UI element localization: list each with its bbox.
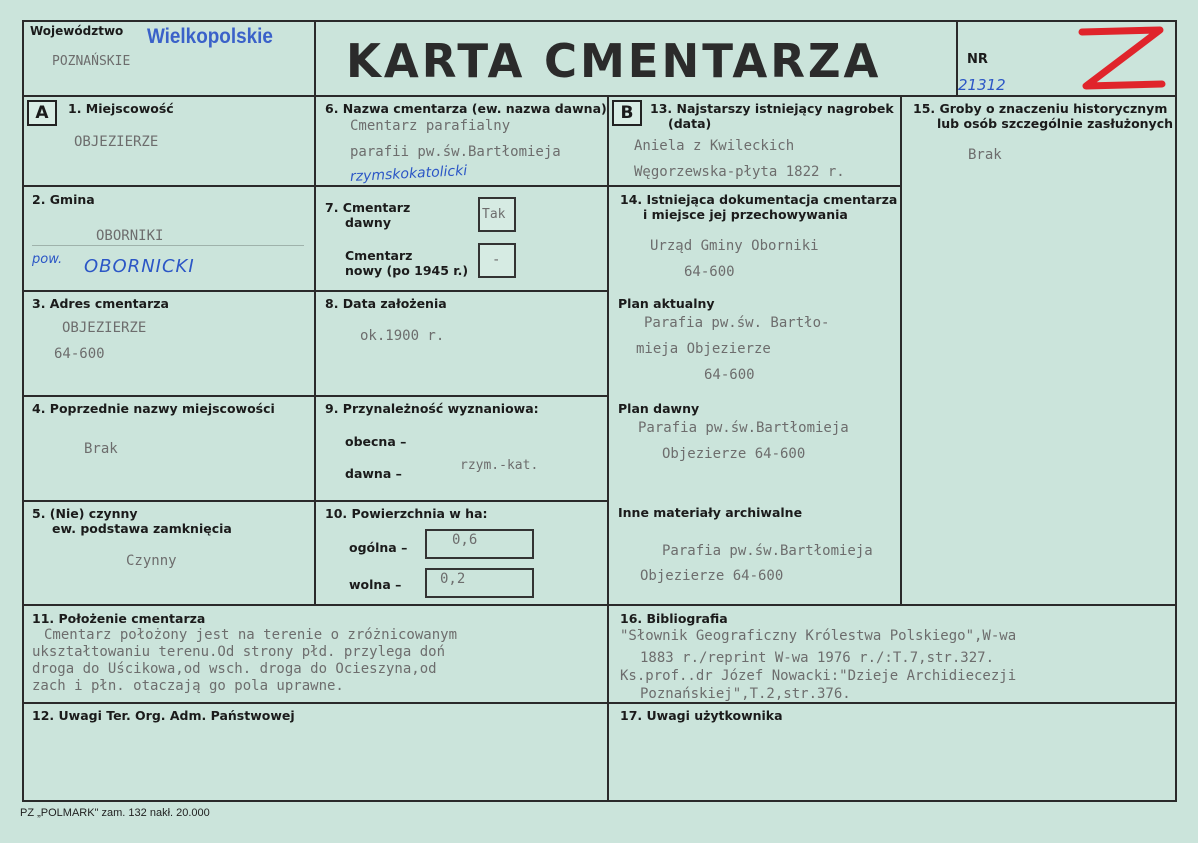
field-14-line2: 64-600 xyxy=(684,264,735,280)
field-10-label: 10. Powierzchnia w ha: xyxy=(325,506,488,521)
field-11-label: 11. Położenie cmentarza xyxy=(32,611,206,626)
lower-section-line xyxy=(22,604,1177,606)
field-15-value: Brak xyxy=(968,147,1002,163)
field-9-obecna-label: obecna – xyxy=(345,434,407,449)
field-16-line-1: "Słownik Geograficzny Królestwa Polskiego",W-wa xyxy=(620,628,1017,644)
field-8-label: 8. Data założenia xyxy=(325,296,447,311)
field-15-label-2: lub osób szczególnie zasłużonych xyxy=(937,116,1174,131)
col-line-2 xyxy=(607,95,609,802)
field-12-label: 12. Uwagi Ter. Org. Adm. Państwowej xyxy=(32,708,295,723)
field-6-line1: Cmentarz parafialny xyxy=(350,118,511,134)
field-13-label-1: 13. Najstarszy istniejący nagrobek xyxy=(650,101,894,116)
row-line-c1 xyxy=(315,185,608,187)
field-2-label: 2. Gmina xyxy=(32,192,95,207)
field-13-line1: Aniela z Kwileckich xyxy=(634,138,795,154)
field-6-handwritten: rzymskokatolicki xyxy=(349,162,468,186)
typed-voivodeship: POZNAŃSKIE xyxy=(52,54,131,69)
field-7-dawny-label-1: 7. Cmentarz xyxy=(325,200,411,215)
field-11-line-2: ukształtowaniu terenu.Od strony płd. przylega doń xyxy=(32,644,446,660)
field-3-label: 3. Adres cmentarza xyxy=(32,296,169,311)
row-line-c2 xyxy=(315,290,608,292)
field-11-line-1: Cmentarz położony jest na terenie o zróżnicowanym xyxy=(44,627,458,643)
field-11-line-3: droga do Uścikowa,od wsch. droga do Ocieszyna,od xyxy=(32,661,437,677)
plan-dawny-line-2: Objezierze 64-600 xyxy=(662,446,806,462)
header-bottom-line xyxy=(22,95,1177,97)
row-line-a2 xyxy=(22,290,315,292)
plan-aktualny-line-3: 64-600 xyxy=(704,367,755,383)
field-5-value: Czynny xyxy=(126,553,177,569)
field-7-nowy-label-1: Cmentarz xyxy=(345,248,413,263)
nr-label: NR xyxy=(967,52,988,67)
field-6-line2: parafii pw.św.Bartłomieja xyxy=(350,144,561,160)
field-13-line2: Węgorzewska-płyta 1822 r. xyxy=(634,164,845,180)
plan-aktualny-line-2: mieja Objezierze xyxy=(636,341,771,357)
row-line-a1 xyxy=(22,185,315,187)
field-2-powiat-value: OBORNICKI xyxy=(84,256,195,277)
inne-materialy-line-2: Objezierze 64-600 xyxy=(640,568,784,584)
plan-dawny-label: Plan dawny xyxy=(618,401,700,416)
field-15-label-1: 15. Groby o znaczeniu historycznym xyxy=(913,101,1168,116)
plan-dawny-line-1: Parafia pw.św.Bartłomieja xyxy=(638,420,849,436)
section-b-badge: B xyxy=(612,100,642,126)
field-14-label-1: 14. Istniejąca dokumentacja cmentarza xyxy=(620,192,898,207)
nr-value: 21312 xyxy=(958,76,1006,94)
row-line-b1 xyxy=(608,185,901,187)
field-2-powiat-prefix: pow. xyxy=(32,252,63,267)
field-9-dawna-label: dawna – xyxy=(345,466,402,481)
field-11-line-4: zach i płn. otaczają go pola uprawne. xyxy=(32,678,344,694)
row-line-a3 xyxy=(22,395,315,397)
wojewodztwo-label: Województwo xyxy=(30,24,124,38)
field-7-nowy-value: - xyxy=(492,252,501,268)
field-6-label: 6. Nazwa cmentarza (ew. nazwa dawna) xyxy=(325,101,607,116)
field-10-wolna-value: 0,2 xyxy=(440,571,466,587)
voivodeship-stamp: Wielkopolskie xyxy=(147,25,273,48)
field-5-label-1: 5. (Nie) czynny xyxy=(32,506,138,521)
red-z-mark xyxy=(1076,24,1166,94)
field-10-ogolna-label: ogólna – xyxy=(349,540,408,555)
field-14-line1: Urząd Gminy Oborniki xyxy=(650,238,819,254)
remarks-line xyxy=(22,702,1177,704)
field-4-value: Brak xyxy=(84,441,118,457)
field-9-label: 9. Przynależność wyznaniowa: xyxy=(325,401,539,416)
inne-materialy-label: Inne materiały archiwalne xyxy=(618,505,803,520)
field-4-label: 4. Poprzednie nazwy miejscowości xyxy=(32,401,275,416)
field-8-value: ok.1900 r. xyxy=(360,328,445,344)
col-line-1 xyxy=(314,20,316,604)
col-line-3 xyxy=(900,95,902,604)
field-16-line-4: Poznańskiej",T.2,str.376. xyxy=(640,686,851,702)
field-7-dawny-value: Tak xyxy=(482,207,506,222)
field-7-dawny-label-2: dawny xyxy=(345,215,391,230)
field-10-wolna-label: wolna – xyxy=(349,577,402,592)
plan-aktualny-label: Plan aktualny xyxy=(618,296,715,311)
card-title: KARTA CMENTARZA xyxy=(346,34,882,88)
printer-imprint: PZ „POLMARK" zam. 132 nakł. 20.000 xyxy=(20,807,210,819)
field-16-line-3: Ks.prof..dr Józef Nowacki:"Dzieje Archidiecezji xyxy=(620,668,1017,684)
field-16-line-2: 1883 r./reprint W-wa 1976 r./:T.7,str.327. xyxy=(640,650,995,666)
row-line-a4 xyxy=(22,500,315,502)
field-2-value: OBORNIKI xyxy=(96,228,164,244)
row-line-c3 xyxy=(315,395,608,397)
field-3-line2: 64-600 xyxy=(54,346,105,362)
inne-materialy-line-1: Parafia pw.św.Bartłomieja xyxy=(662,543,873,559)
field-16-label: 16. Bibliografia xyxy=(620,611,728,626)
field-10-ogolna-box xyxy=(425,529,534,559)
plan-aktualny-line-1: Parafia pw.św. Bartło- xyxy=(644,315,830,331)
field-2-underline xyxy=(32,245,304,246)
field-5-label-2: ew. podstawa zamknięcia xyxy=(52,521,232,536)
field-9-value: rzym.-kat. xyxy=(460,458,539,473)
field-13-label-2: (data) xyxy=(668,116,712,131)
field-7-nowy-label-2: nowy (po 1945 r.) xyxy=(345,263,469,278)
field-3-line1: OBJEZIERZE xyxy=(62,320,147,336)
field-1-value: OBJEZIERZE xyxy=(74,134,159,150)
field-14-label-2: i miejsce jej przechowywania xyxy=(643,207,848,222)
field-1-label: 1. Miejscowość xyxy=(68,101,174,116)
row-line-c4 xyxy=(315,500,608,502)
field-10-ogolna-value: 0,6 xyxy=(452,532,478,548)
section-a-badge: A xyxy=(27,100,57,126)
field-17-label: 17. Uwagi użytkownika xyxy=(620,708,783,723)
